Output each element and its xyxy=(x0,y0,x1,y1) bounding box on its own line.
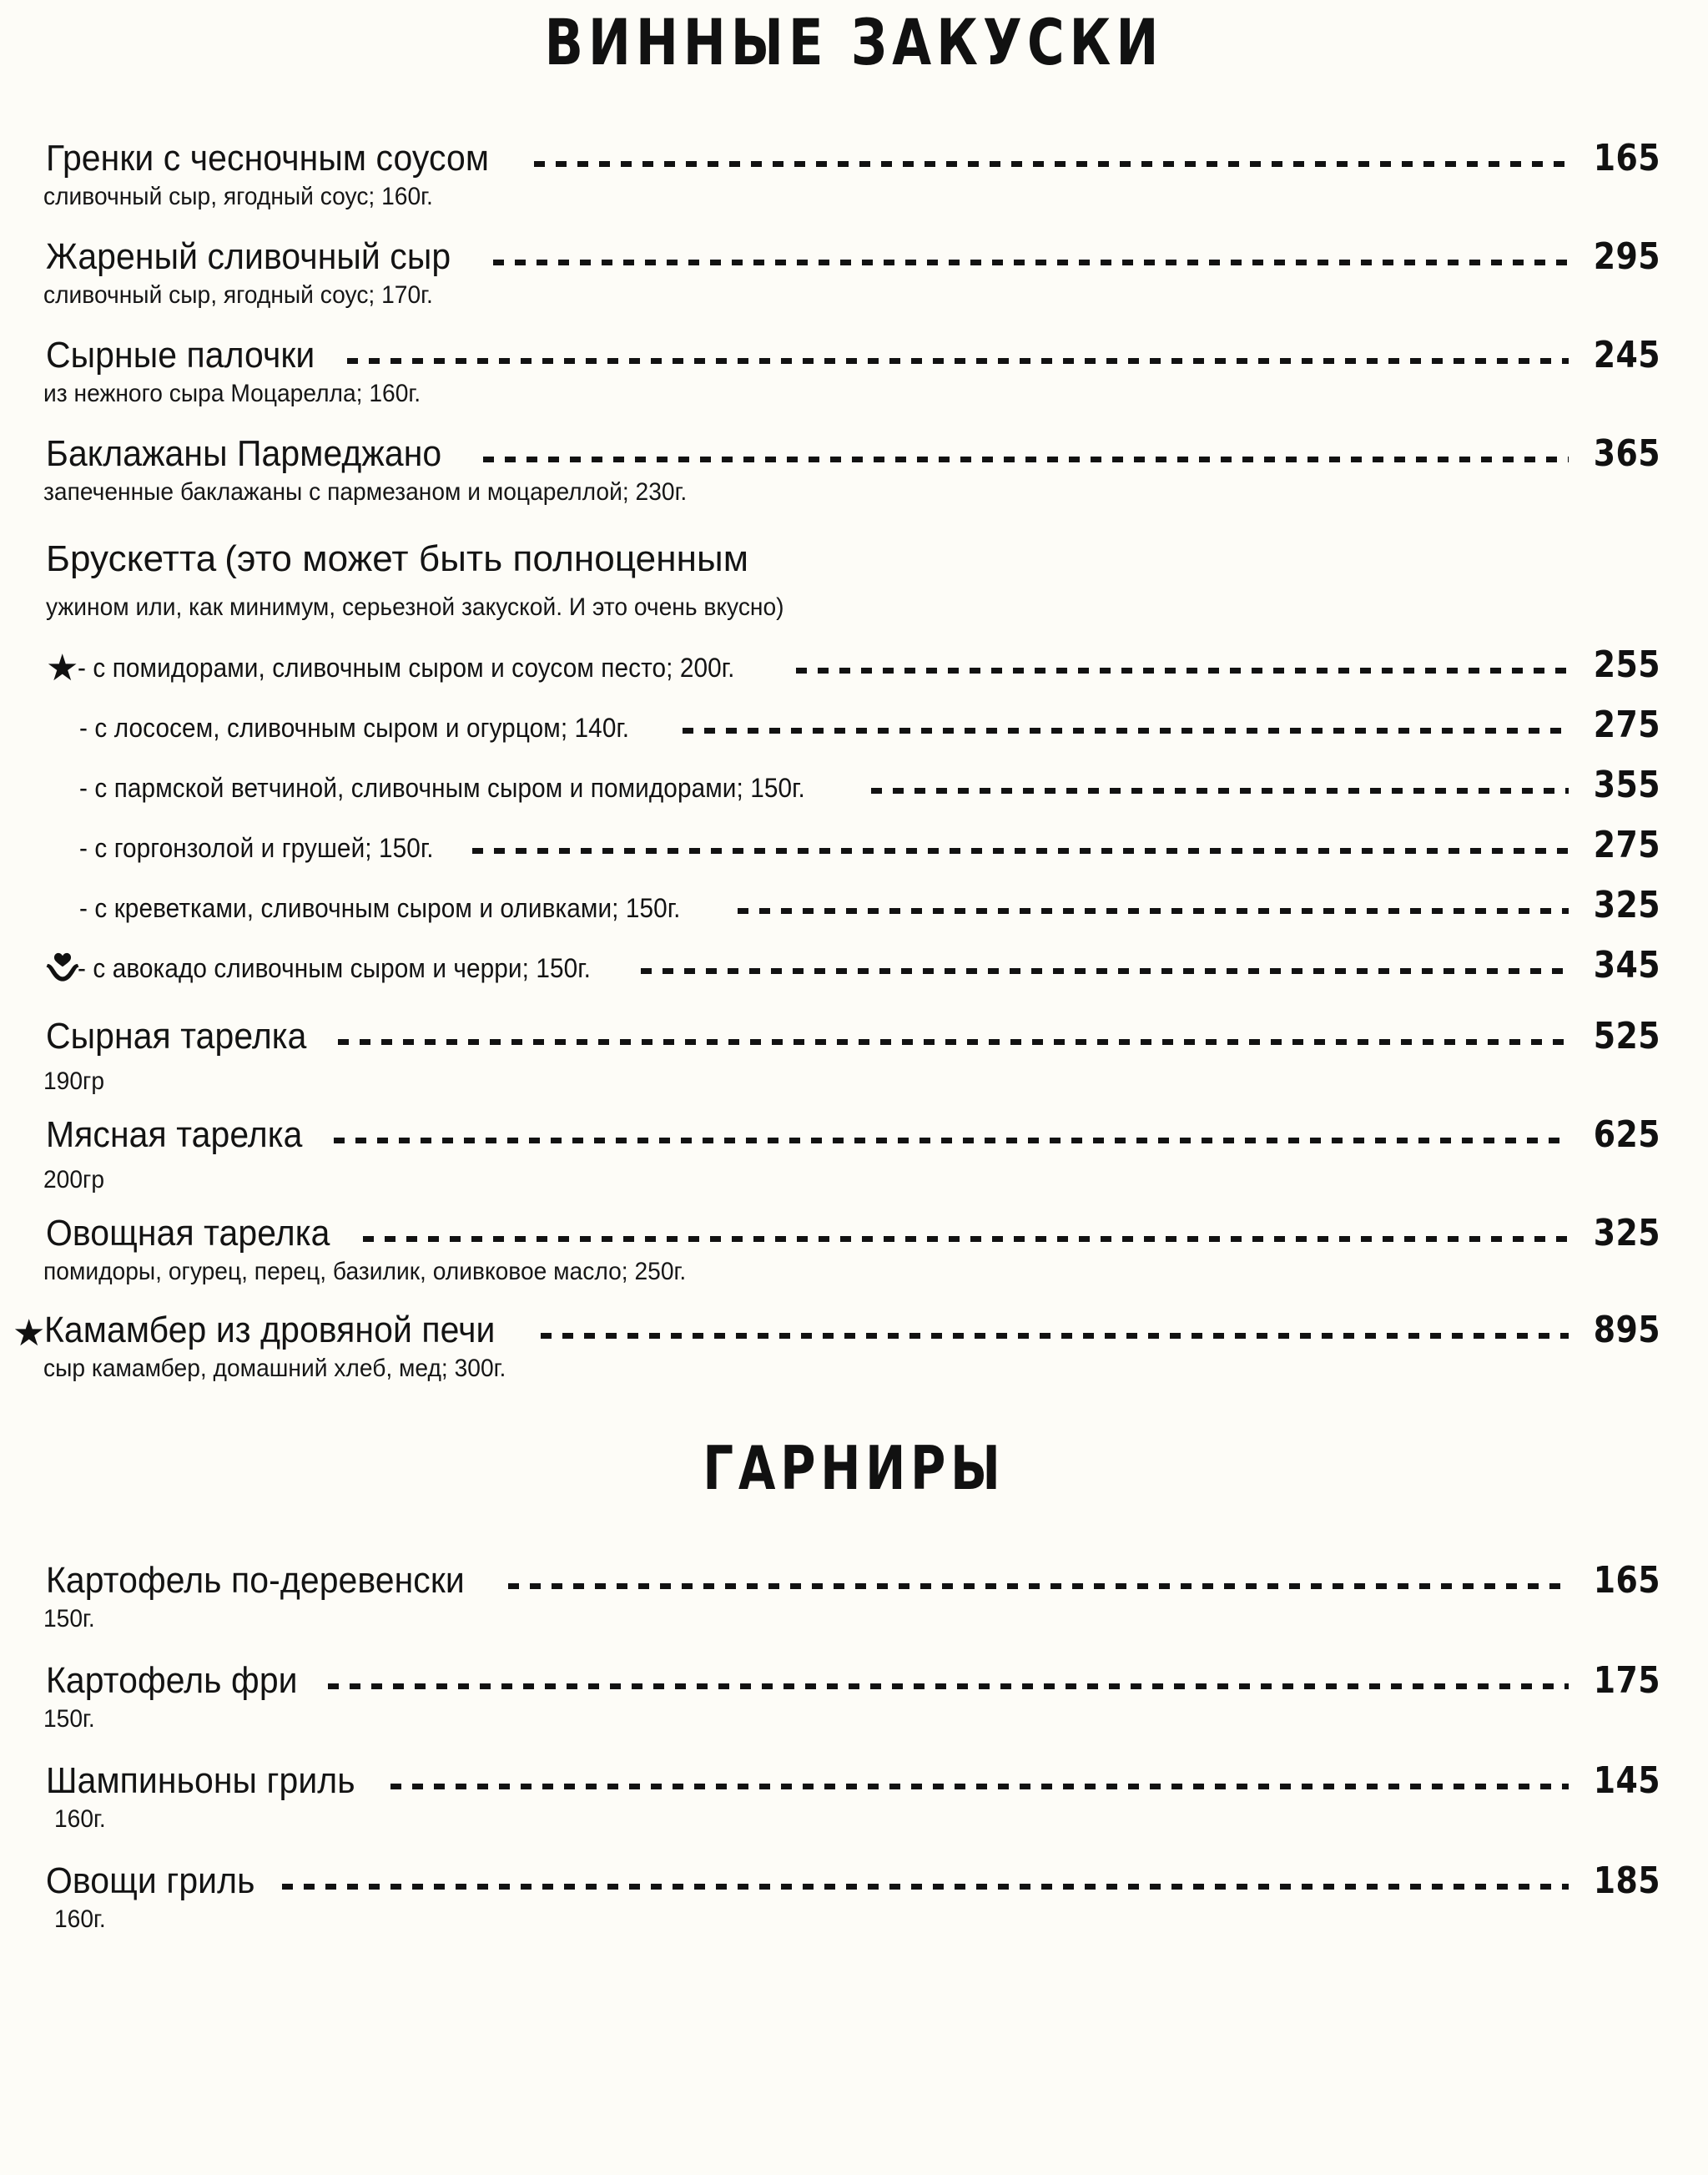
menu-item[interactable] xyxy=(43,1659,1660,1736)
menu-item-row xyxy=(46,1759,1660,1803)
dot-leader xyxy=(541,1332,1569,1339)
menu-item-description: сливочный сыр, ягодный соус; 160г. xyxy=(43,183,433,210)
dot-leader xyxy=(871,787,1569,794)
hands-holding-heart-icon xyxy=(46,947,78,981)
menu-item-price: 245 xyxy=(1593,334,1660,376)
menu-subitem-price: 355 xyxy=(1593,764,1660,806)
menu-item-row xyxy=(46,432,1660,476)
section-heading-sides: ГАРНИРЫ xyxy=(703,1433,1005,1503)
menu-item-row xyxy=(46,1860,1660,1903)
menu-subitem-price: 255 xyxy=(1593,643,1660,686)
menu-subitem-name: - с помидорами, сливочным сыром и соусом песто; 200г. xyxy=(78,653,735,683)
dot-leader xyxy=(738,907,1569,914)
star-icon: ★ xyxy=(46,648,79,689)
menu-item[interactable] xyxy=(43,1015,1660,1098)
menu-item[interactable] xyxy=(43,334,1660,411)
menu-item-description: из нежного сыра Моцарелла; 160г. xyxy=(43,380,421,407)
dot-leader xyxy=(483,456,1569,462)
menu-subitem[interactable] xyxy=(46,765,1660,806)
menu-item-name: Сырные палочки xyxy=(46,335,315,376)
menu-item-description: помидоры, огурец, перец, базилик, оливковое масло; 250г. xyxy=(43,1258,687,1285)
menu-item-name: Жареный сливочный сыр xyxy=(46,236,451,277)
menu-subitem-name: - с авокадо сливочным сыром и черри; 150г. xyxy=(78,953,591,983)
menu-item-name: Овощная тарелка xyxy=(46,1213,330,1254)
menu-item-name: Овощи гриль xyxy=(46,1860,255,1901)
menu-item-price: 185 xyxy=(1593,1860,1660,1902)
menu-item-description: сыр камамбер, домашний хлеб, мед; 300г. xyxy=(43,1355,506,1382)
menu-subitem[interactable] xyxy=(46,643,1660,689)
menu-item-price: 365 xyxy=(1593,432,1660,475)
menu-subitem-name: - с горгонзолой и грушей; 150г. xyxy=(79,833,434,863)
menu-item-price: 625 xyxy=(1593,1113,1660,1156)
menu-subitem[interactable] xyxy=(46,704,1660,746)
menu-item-row xyxy=(79,825,1660,866)
dot-leader xyxy=(796,667,1569,674)
menu-item-description: 160г. xyxy=(54,1905,106,1933)
sides-list xyxy=(0,1559,1708,1936)
dot-leader xyxy=(328,1683,1569,1689)
menu-item-description: сливочный сыр, ягодный соус; 170г. xyxy=(43,281,433,309)
bruschetta-title-line xyxy=(46,537,1660,581)
menu-item-description: 200гр xyxy=(43,1166,105,1193)
section-heading-wine-snacks: ВИННЫЕ ЗАКУСКИ xyxy=(544,5,1164,79)
menu-item-row xyxy=(46,334,1660,377)
dot-leader xyxy=(282,1883,1569,1890)
menu-item-name: Шампиньоны гриль xyxy=(46,1760,355,1801)
menu-item-row xyxy=(46,1659,1660,1703)
menu-item-description: 190гр xyxy=(43,1067,105,1095)
menu-subitem-price: 275 xyxy=(1593,824,1660,866)
menu-subitem-price: 275 xyxy=(1593,704,1660,746)
dot-leader xyxy=(347,357,1569,364)
dot-leader xyxy=(683,727,1569,734)
menu-item-name: Камамбер из дровяной печи xyxy=(44,1310,496,1350)
menu-item-description: запеченные баклажаны с пармезаном и моцареллой; 230г. xyxy=(43,478,688,506)
menu-item-name: Мясная тарелка xyxy=(46,1114,303,1155)
bruschetta-note-line-2: ужином или, как минимум, серьезной закуской. И это очень вкусно) xyxy=(46,593,784,621)
menu-item[interactable] xyxy=(46,1860,1660,1936)
dot-leader xyxy=(534,160,1569,167)
dot-leader xyxy=(334,1137,1569,1143)
dot-leader xyxy=(641,967,1569,974)
dot-leader xyxy=(472,847,1569,854)
menu-item-row xyxy=(46,1015,1660,1058)
menu-item[interactable] xyxy=(43,235,1660,312)
menu-item-description: 160г. xyxy=(54,1805,106,1833)
menu-item-price: 325 xyxy=(1593,1212,1660,1254)
menu-subitem-price: 345 xyxy=(1593,944,1660,987)
bruschetta-group xyxy=(46,537,1660,624)
menu-item[interactable] xyxy=(43,1113,1660,1197)
menu-item-row xyxy=(79,945,1660,987)
dot-leader xyxy=(390,1783,1569,1789)
menu-item[interactable] xyxy=(43,1559,1660,1636)
menu-item-row xyxy=(79,704,1660,746)
menu-item[interactable] xyxy=(43,432,1660,509)
menu-item-row xyxy=(13,1309,1660,1354)
dot-leader xyxy=(493,259,1569,265)
menu-item-row xyxy=(46,643,1660,689)
bruschetta-note-line-1: (это может быть полноценным xyxy=(224,538,749,579)
menu-subitem-price: 325 xyxy=(1593,884,1660,926)
menu-item[interactable] xyxy=(43,137,1660,214)
star-icon: ★ xyxy=(13,1313,46,1354)
bruschetta-name: Брускетта xyxy=(46,538,217,579)
menu-item-name: Гренки с чесночным соусом xyxy=(46,138,490,179)
menu-item-price: 295 xyxy=(1593,235,1660,278)
menu-subitem[interactable] xyxy=(46,945,1660,987)
menu-item-name: Баклажаны Пармеджано xyxy=(46,433,442,474)
menu-item-row xyxy=(46,137,1660,180)
menu-item-row xyxy=(79,765,1660,806)
menu-item-row xyxy=(46,1212,1660,1255)
dot-leader xyxy=(508,1582,1569,1589)
menu-subitem[interactable] xyxy=(46,825,1660,866)
dot-leader xyxy=(363,1235,1569,1242)
menu-item-featured[interactable] xyxy=(13,1309,1660,1385)
menu-subitem-name: - с лососем, сливочным сыром и огурцом; 140г. xyxy=(79,713,630,743)
menu-item-price: 525 xyxy=(1593,1015,1660,1057)
menu-item[interactable] xyxy=(46,1759,1660,1836)
menu-item-name: Сырная тарелка xyxy=(46,1016,307,1057)
menu-item-price: 175 xyxy=(1593,1659,1660,1702)
menu-item-name: Картофель по-деревенски xyxy=(46,1560,465,1601)
menu-subitem[interactable] xyxy=(46,885,1660,926)
menu-item[interactable] xyxy=(43,1212,1660,1289)
menu-item-row xyxy=(79,885,1660,926)
menu-item-row xyxy=(46,1113,1660,1157)
menu-item-price: 165 xyxy=(1593,137,1660,179)
menu-item-name: Картофель фри xyxy=(46,1660,298,1701)
menu-item-row xyxy=(46,235,1660,279)
menu-item-price: 145 xyxy=(1593,1759,1660,1802)
menu-item-price: 895 xyxy=(1593,1309,1660,1351)
menu-subitem-name: - с пармской ветчиной, сливочным сыром и помидорами; 150г. xyxy=(79,773,805,803)
menu-item-price: 165 xyxy=(1593,1559,1660,1602)
menu-item-description: 150г. xyxy=(43,1605,95,1633)
menu-item-description: 150г. xyxy=(43,1705,95,1733)
menu-subitem-name: - с креветками, сливочным сыром и оливками; 150г. xyxy=(79,893,681,923)
wine-snacks-list xyxy=(0,137,1708,1385)
dot-leader xyxy=(338,1038,1569,1045)
menu-item-row xyxy=(46,1559,1660,1602)
